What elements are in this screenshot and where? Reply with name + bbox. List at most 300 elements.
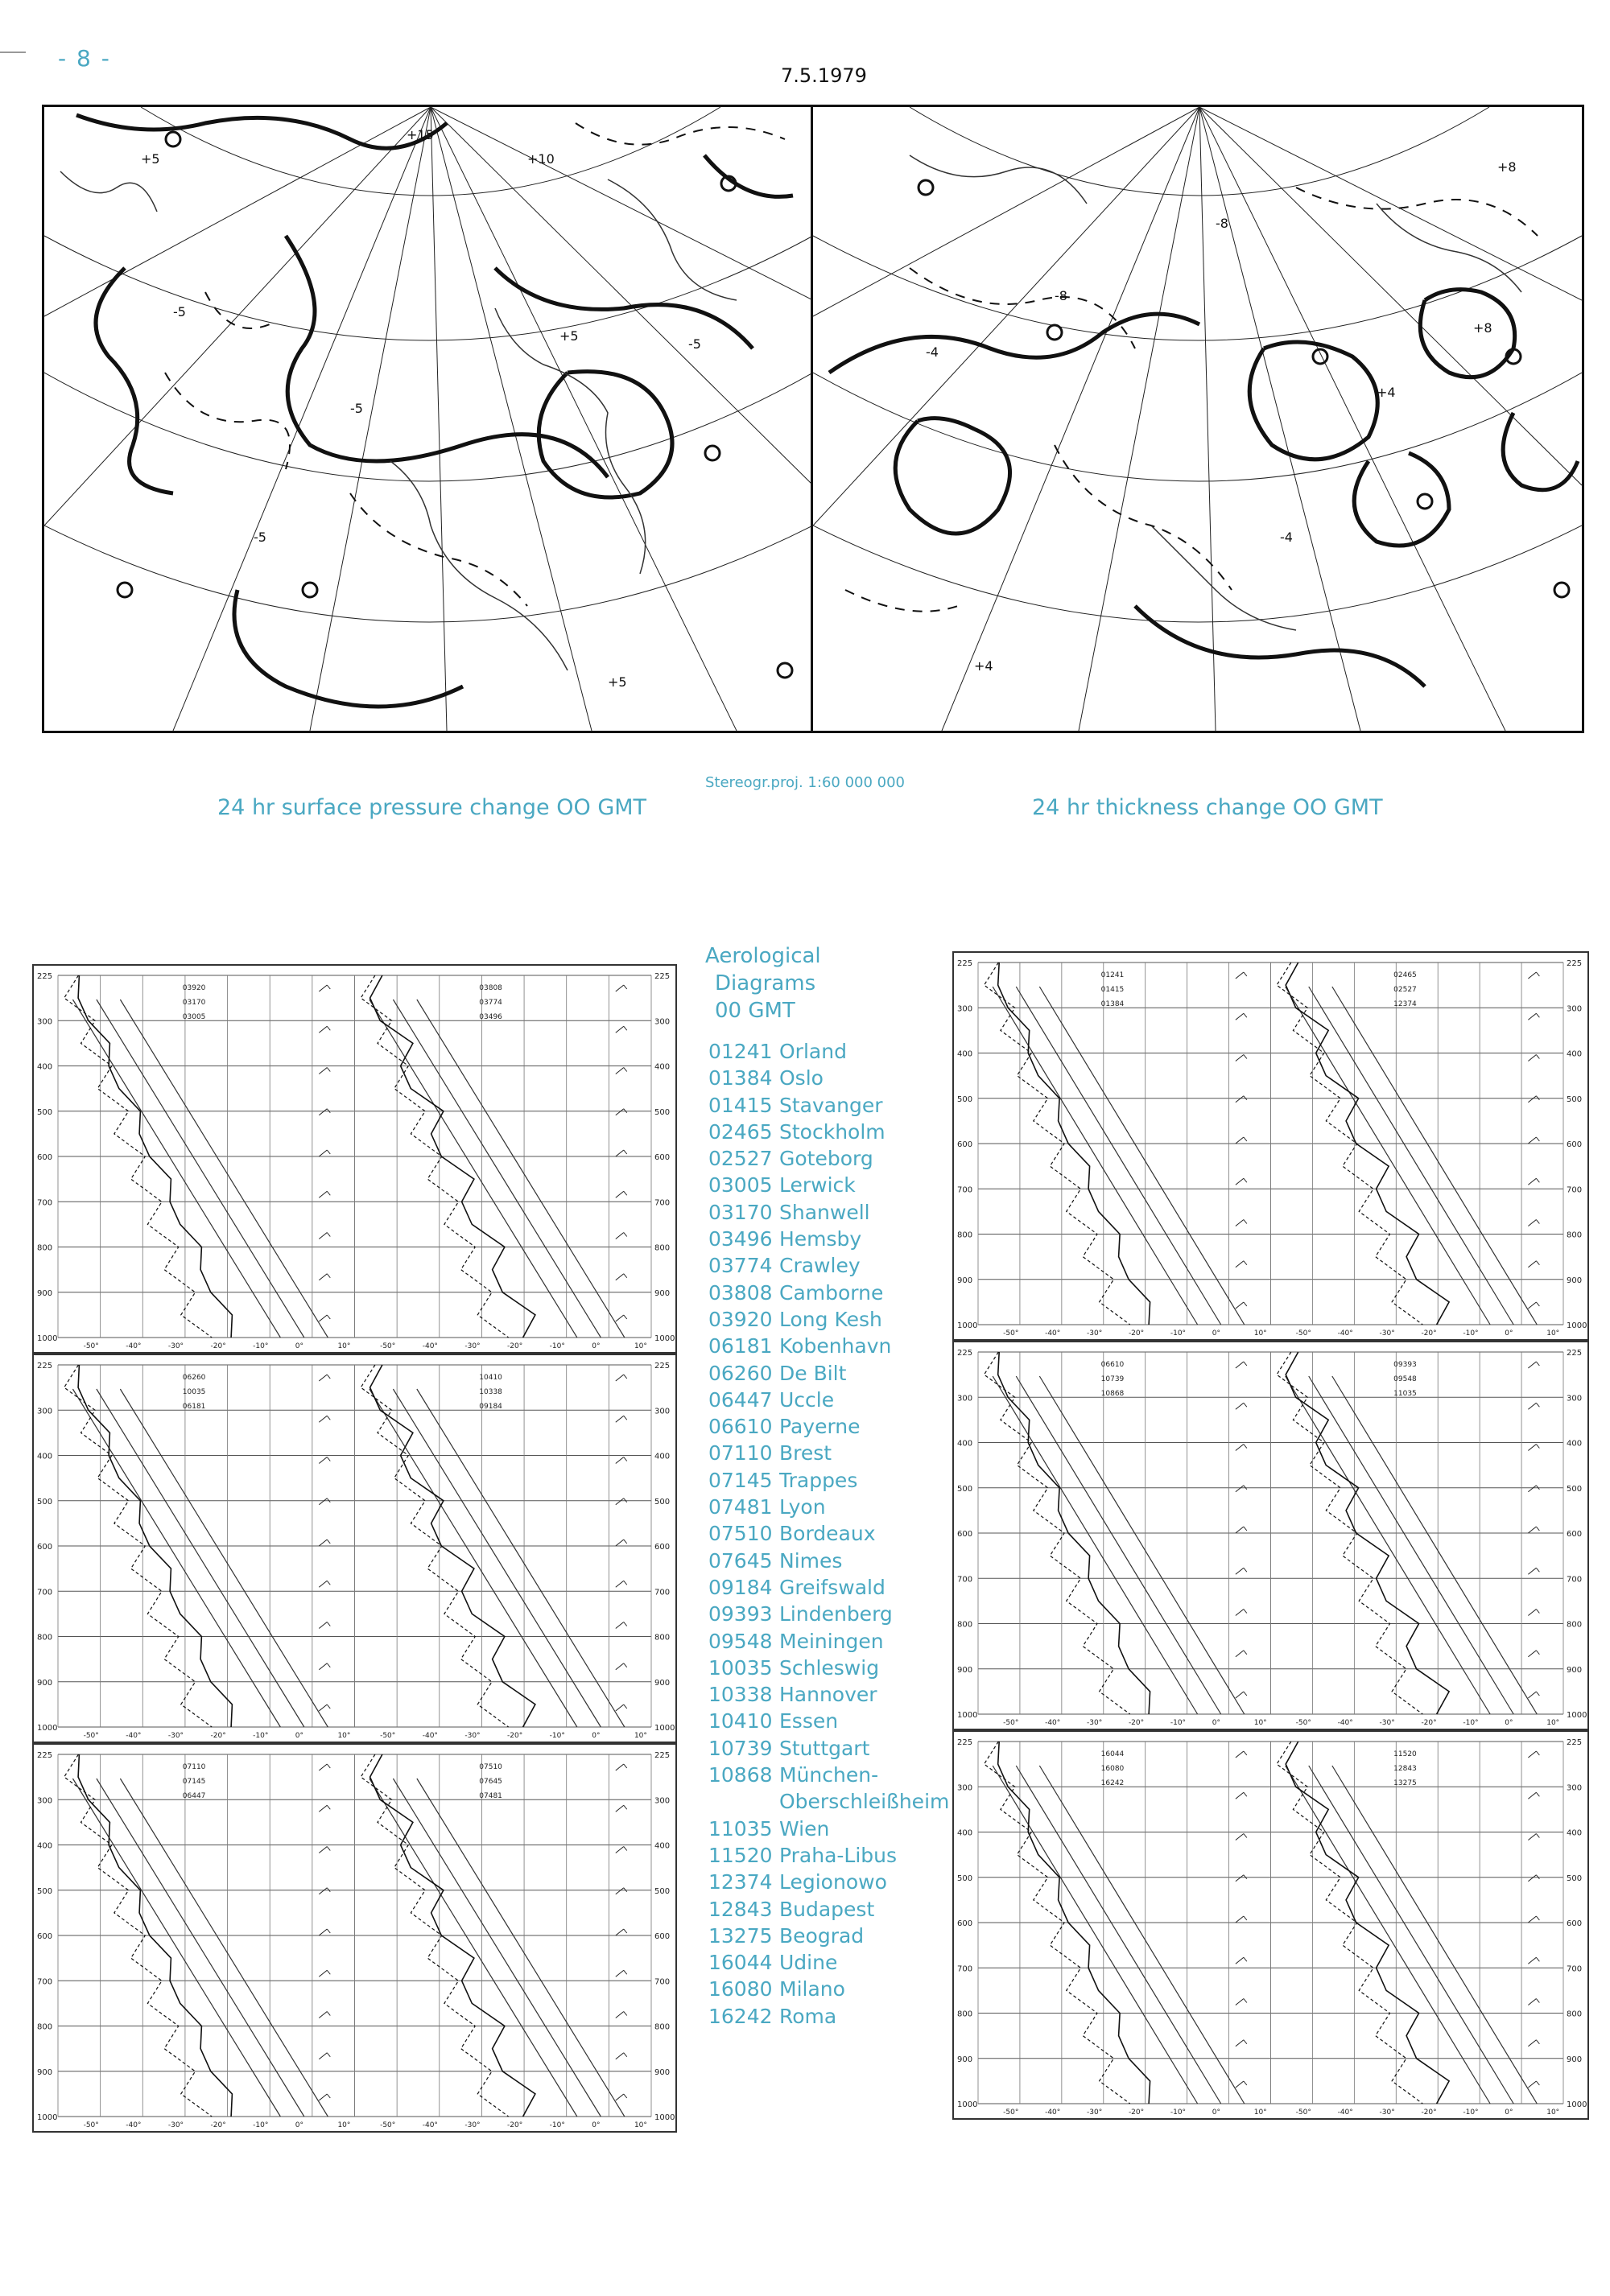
pressure-level-label: 600 bbox=[1567, 1140, 1583, 1149]
diagram-station-id: 13275 bbox=[1393, 1779, 1417, 1787]
svg-text:+4: +4 bbox=[1377, 385, 1396, 400]
aerological-diagram-drawing bbox=[34, 966, 675, 1352]
temperature-tick-label: -30° bbox=[464, 1342, 481, 1350]
temperature-tick-label: 10° bbox=[1546, 2108, 1560, 2117]
diagram-station-id: 07481 bbox=[479, 1792, 502, 1800]
temperature-tick-label: 0° bbox=[1212, 1719, 1221, 1727]
station-name: Wien bbox=[779, 1816, 830, 1841]
aerological-title-line2: Diagrams bbox=[715, 971, 816, 995]
temperature-tick-label: -20° bbox=[507, 1732, 523, 1740]
station-row bbox=[708, 1896, 949, 1923]
svg-text:-4: -4 bbox=[1280, 530, 1293, 545]
diagram-station-id: 09548 bbox=[1393, 1375, 1417, 1383]
svg-text:-5: -5 bbox=[173, 304, 186, 319]
pressure-level-label: 500 bbox=[957, 1873, 973, 1883]
svg-text:+5: +5 bbox=[559, 328, 579, 344]
station-code: 07510 bbox=[708, 1522, 773, 1546]
pressure-level-label: 300 bbox=[37, 1407, 53, 1416]
station-name: Udine bbox=[779, 1951, 838, 1975]
station-row bbox=[708, 1172, 949, 1198]
temperature-tick-label: 10° bbox=[1253, 1719, 1267, 1727]
svg-text:-5: -5 bbox=[254, 530, 266, 545]
temperature-tick-label: 10° bbox=[1546, 1719, 1560, 1727]
aerological-diagram bbox=[952, 1341, 1589, 1730]
pressure-level-label: 500 bbox=[37, 1107, 53, 1117]
svg-text:+5: +5 bbox=[608, 674, 627, 690]
pressure-level-label: 700 bbox=[1567, 1185, 1583, 1195]
svg-text:-5: -5 bbox=[350, 401, 363, 416]
pressure-level-label: 300 bbox=[37, 1017, 53, 1027]
station-code: 16242 bbox=[708, 2004, 773, 2028]
pressure-level-label: 900 bbox=[1567, 1665, 1583, 1675]
station-code: 13275 bbox=[708, 1923, 773, 1948]
station-row bbox=[708, 1038, 949, 1065]
station-code: 07481 bbox=[708, 1495, 773, 1519]
station-code: 02465 bbox=[708, 1119, 773, 1144]
pressure-level-label: 225 bbox=[654, 972, 671, 981]
temperature-tick-label: -40° bbox=[126, 2121, 142, 2129]
temperature-tick-label: -30° bbox=[167, 1732, 184, 1740]
pressure-level-label: 500 bbox=[654, 1107, 671, 1117]
svg-text:-5: -5 bbox=[688, 336, 701, 352]
pressure-level-label: 1000 bbox=[654, 2113, 675, 2122]
diagram-station-id: 07110 bbox=[182, 1763, 206, 1771]
diagram-station-id: 06260 bbox=[182, 1374, 206, 1382]
station-code: 09184 bbox=[708, 1575, 773, 1599]
temperature-tick-label: -10° bbox=[549, 1342, 565, 1350]
temperature-tick-label: -50° bbox=[83, 1342, 99, 1350]
pressure-level-label: 800 bbox=[957, 1230, 973, 1240]
station-row bbox=[708, 1199, 949, 1226]
station-name: Camborne bbox=[779, 1280, 884, 1305]
station-row bbox=[708, 1628, 949, 1655]
temperature-tick-label: -10° bbox=[253, 1342, 269, 1350]
station-name: Goteborg bbox=[779, 1147, 873, 1171]
station-name: Stuttgart bbox=[779, 1736, 870, 1760]
pressure-level-label: 400 bbox=[957, 1828, 973, 1838]
temperature-tick-label: 0° bbox=[1505, 2108, 1513, 2117]
pressure-level-label: 700 bbox=[654, 1977, 671, 1987]
temperature-tick-label: -10° bbox=[1463, 1719, 1479, 1727]
pressure-level-label: 225 bbox=[654, 1751, 671, 1760]
temperature-tick-label: -10° bbox=[1170, 2108, 1187, 2117]
station-code: 10739 bbox=[708, 1736, 773, 1760]
pressure-level-label: 600 bbox=[1567, 1530, 1583, 1539]
temperature-tick-label: 0° bbox=[1505, 1329, 1513, 1338]
station-code: 03170 bbox=[708, 1200, 773, 1224]
aerological-title-line3: 00 GMT bbox=[715, 998, 795, 1023]
projection-note: Stereogr.proj. 1:60 000 000 bbox=[705, 774, 906, 791]
pressure-level-label: 300 bbox=[37, 1796, 53, 1806]
temperature-tick-label: -30° bbox=[1379, 1329, 1395, 1338]
pressure-level-label: 900 bbox=[654, 1678, 671, 1688]
pressure-level-label: 1000 bbox=[37, 1334, 58, 1343]
pressure-level-label: 900 bbox=[37, 2067, 53, 2077]
tick-mark bbox=[0, 52, 26, 53]
diagram-station-id: 02527 bbox=[1393, 986, 1417, 994]
station-row bbox=[708, 1869, 949, 1895]
station-row bbox=[708, 1252, 949, 1279]
svg-text:-8: -8 bbox=[1055, 288, 1067, 303]
station-row bbox=[708, 1440, 949, 1466]
station-code: 03005 bbox=[708, 1173, 773, 1197]
station-row bbox=[708, 1494, 949, 1520]
diagram-station-id: 10035 bbox=[182, 1388, 206, 1396]
station-row bbox=[708, 1708, 949, 1734]
diagram-station-id: 11035 bbox=[1393, 1390, 1417, 1398]
diagram-station-id: 03496 bbox=[479, 1013, 502, 1021]
station-name: Shanwell bbox=[779, 1200, 870, 1224]
temperature-tick-label: 0° bbox=[592, 1342, 601, 1350]
station-row bbox=[708, 1387, 949, 1413]
svg-text:+4: +4 bbox=[974, 658, 993, 674]
temperature-tick-label: -50° bbox=[380, 2121, 396, 2129]
station-name: Budapest bbox=[779, 1897, 875, 1921]
station-code: 07145 bbox=[708, 1468, 773, 1492]
station-code: 06260 bbox=[708, 1361, 773, 1385]
pressure-level-label: 500 bbox=[654, 1886, 671, 1896]
temperature-tick-label: 10° bbox=[337, 2121, 351, 2129]
pressure-level-label: 800 bbox=[654, 2022, 671, 2032]
station-code: 03496 bbox=[708, 1227, 773, 1251]
station-name: Lindenberg bbox=[779, 1602, 893, 1626]
pressure-level-label: 225 bbox=[654, 1362, 671, 1371]
svg-text:+8: +8 bbox=[1473, 320, 1492, 336]
pressure-level-label: 900 bbox=[957, 1665, 973, 1675]
temperature-tick-label: -30° bbox=[1087, 1329, 1103, 1338]
station-name: Stavanger bbox=[779, 1093, 883, 1117]
station-row bbox=[708, 1788, 949, 1815]
pressure-level-label: 400 bbox=[37, 1841, 53, 1851]
pressure-level-label: 700 bbox=[654, 1588, 671, 1597]
thickness-change-map-drawing bbox=[813, 107, 1582, 731]
diagram-station-id: 06610 bbox=[1100, 1361, 1125, 1369]
station-row bbox=[708, 1520, 949, 1547]
temperature-tick-label: -10° bbox=[1463, 2108, 1479, 2117]
temperature-tick-label: -30° bbox=[1379, 2108, 1395, 2117]
station-name: Beograd bbox=[779, 1923, 865, 1948]
temperature-tick-label: -30° bbox=[167, 2121, 184, 2129]
pressure-level-label: 225 bbox=[957, 959, 973, 968]
temperature-tick-label: -50° bbox=[1003, 1329, 1019, 1338]
station-name: Praha-Libus bbox=[779, 1843, 898, 1867]
surface-pressure-map bbox=[42, 105, 815, 733]
pressure-level-label: 800 bbox=[654, 1243, 671, 1253]
pressure-level-label: 700 bbox=[957, 1185, 973, 1195]
pressure-level-label: 900 bbox=[37, 1678, 53, 1688]
diagram-station-id: 16044 bbox=[1100, 1750, 1125, 1758]
aerological-diagram-drawing bbox=[954, 1732, 1587, 2118]
pressure-level-label: 700 bbox=[1567, 1575, 1583, 1585]
diagram-station-id: 12374 bbox=[1393, 1000, 1417, 1008]
station-code: 12374 bbox=[708, 1870, 773, 1894]
station-code: 02527 bbox=[708, 1147, 773, 1171]
temperature-tick-label: -10° bbox=[253, 1732, 269, 1740]
station-code: 10868 bbox=[708, 1763, 773, 1787]
aerological-diagram bbox=[32, 1743, 677, 2133]
temperature-tick-label: -50° bbox=[380, 1732, 396, 1740]
pressure-level-label: 900 bbox=[1567, 1276, 1583, 1285]
temperature-tick-label: -40° bbox=[422, 1732, 438, 1740]
station-code bbox=[708, 1788, 779, 1815]
station-code: 01241 bbox=[708, 1040, 773, 1063]
temperature-tick-label: 0° bbox=[1212, 1329, 1221, 1338]
pressure-level-label: 800 bbox=[957, 2010, 973, 2019]
diagram-station-id: 02465 bbox=[1393, 971, 1417, 979]
page-date: 7.5.1979 bbox=[781, 64, 867, 87]
station-name: De Bilt bbox=[779, 1361, 847, 1385]
temperature-tick-label: -10° bbox=[549, 2121, 565, 2129]
station-code: 09548 bbox=[708, 1629, 773, 1653]
pressure-level-label: 300 bbox=[1567, 1394, 1583, 1404]
pressure-level-label: 800 bbox=[1567, 2010, 1583, 2019]
station-row bbox=[708, 1092, 949, 1119]
pressure-level-label: 225 bbox=[957, 1738, 973, 1747]
station-name: Crawley bbox=[779, 1254, 861, 1278]
station-code: 03774 bbox=[708, 1254, 773, 1278]
pressure-level-label: 300 bbox=[654, 1017, 671, 1027]
pressure-level-label: 600 bbox=[957, 1140, 973, 1149]
station-name: Lyon bbox=[779, 1495, 826, 1519]
station-row bbox=[708, 1280, 949, 1306]
temperature-tick-label: 10° bbox=[634, 2121, 647, 2129]
station-name: Oslo bbox=[779, 1066, 824, 1090]
pressure-level-label: 400 bbox=[1567, 1049, 1583, 1059]
diagram-station-id: 10338 bbox=[479, 1388, 502, 1396]
station-name: Brest bbox=[779, 1441, 832, 1465]
temperature-tick-label: 0° bbox=[592, 1732, 601, 1740]
temperature-tick-label: -10° bbox=[1170, 1719, 1187, 1727]
station-name: Kobenhavn bbox=[779, 1334, 892, 1358]
station-code: 11520 bbox=[708, 1843, 773, 1867]
aerological-diagram bbox=[32, 1354, 677, 1743]
temperature-tick-label: -50° bbox=[1295, 1719, 1311, 1727]
pressure-level-label: 1000 bbox=[1567, 1711, 1587, 1720]
station-code: 10338 bbox=[708, 1683, 773, 1707]
pressure-level-label: 400 bbox=[957, 1049, 973, 1059]
svg-text:+8: +8 bbox=[1497, 159, 1517, 175]
pressure-level-label: 1000 bbox=[654, 1724, 675, 1733]
diagram-station-id: 03774 bbox=[479, 999, 502, 1007]
station-row bbox=[708, 1065, 949, 1091]
diagram-station-id: 01415 bbox=[1100, 986, 1125, 994]
station-name: Long Kesh bbox=[779, 1307, 882, 1331]
pressure-level-label: 1000 bbox=[1567, 2100, 1587, 2109]
temperature-tick-label: -30° bbox=[464, 2121, 481, 2129]
temperature-tick-label: -50° bbox=[83, 2121, 99, 2129]
station-code: 09393 bbox=[708, 1602, 773, 1626]
station-name: München- bbox=[779, 1763, 879, 1787]
pressure-level-label: 500 bbox=[37, 1886, 53, 1896]
temperature-tick-label: 10° bbox=[634, 1732, 647, 1740]
pressure-level-label: 900 bbox=[1567, 2055, 1583, 2064]
pressure-level-label: 900 bbox=[957, 1276, 973, 1285]
aerological-diagram bbox=[952, 951, 1589, 1341]
station-name: Stockholm bbox=[779, 1119, 886, 1144]
pressure-level-label: 400 bbox=[957, 1439, 973, 1449]
pressure-level-label: 800 bbox=[37, 2022, 53, 2032]
temperature-tick-label: -40° bbox=[422, 1342, 438, 1350]
station-name: Lerwick bbox=[779, 1173, 856, 1197]
diagram-station-id: 12843 bbox=[1393, 1765, 1417, 1773]
station-row bbox=[708, 1306, 949, 1333]
station-row bbox=[708, 1842, 949, 1869]
pressure-level-label: 400 bbox=[654, 1452, 671, 1461]
diagram-station-id: 06181 bbox=[182, 1403, 206, 1411]
station-name: Legionowo bbox=[779, 1870, 887, 1894]
pressure-level-label: 700 bbox=[37, 1588, 53, 1597]
station-code: 11035 bbox=[708, 1816, 773, 1841]
diagram-station-id: 03005 bbox=[182, 1013, 206, 1021]
pressure-level-label: 700 bbox=[37, 1977, 53, 1987]
left-map-caption: 24 hr surface pressure change OO GMT bbox=[217, 795, 647, 820]
station-name: Essen bbox=[779, 1709, 839, 1733]
diagram-station-id: 07145 bbox=[182, 1778, 206, 1786]
station-code: 06610 bbox=[708, 1415, 773, 1439]
temperature-tick-label: -20° bbox=[507, 2121, 523, 2129]
temperature-tick-label: 0° bbox=[1212, 2108, 1221, 2117]
temperature-tick-label: -50° bbox=[1003, 1719, 1019, 1727]
pressure-level-label: 600 bbox=[654, 1932, 671, 1941]
temperature-tick-label: -50° bbox=[1295, 2108, 1311, 2117]
diagram-station-id: 09393 bbox=[1393, 1361, 1417, 1369]
pressure-level-label: 225 bbox=[1567, 959, 1583, 968]
pressure-level-label: 1000 bbox=[654, 1334, 675, 1343]
pressure-level-label: 900 bbox=[957, 2055, 973, 2064]
pressure-level-label: 600 bbox=[1567, 1919, 1583, 1928]
svg-text:+10: +10 bbox=[527, 151, 555, 167]
thickness-change-map bbox=[811, 105, 1584, 733]
station-name: Hannover bbox=[779, 1683, 877, 1707]
pressure-level-label: 700 bbox=[957, 1575, 973, 1585]
pressure-level-label: 700 bbox=[957, 1964, 973, 1974]
station-code: 01415 bbox=[708, 1093, 773, 1117]
pressure-level-label: 500 bbox=[1567, 1873, 1583, 1883]
station-code: 01384 bbox=[708, 1066, 773, 1090]
temperature-tick-label: -20° bbox=[1128, 1329, 1145, 1338]
temperature-tick-label: 0° bbox=[592, 2121, 601, 2129]
station-code: 03920 bbox=[708, 1307, 773, 1331]
pressure-level-label: 700 bbox=[1567, 1964, 1583, 1974]
temperature-tick-label: -10° bbox=[1170, 1329, 1187, 1338]
diagram-station-id: 16242 bbox=[1100, 1779, 1125, 1787]
station-name: Uccle bbox=[779, 1387, 835, 1412]
diagram-station-id: 03920 bbox=[182, 984, 206, 992]
temperature-tick-label: 10° bbox=[1546, 1329, 1560, 1338]
station-row bbox=[708, 1762, 949, 1788]
station-row bbox=[708, 1681, 949, 1708]
pressure-level-label: 300 bbox=[957, 1783, 973, 1793]
station-row bbox=[708, 1655, 949, 1681]
station-code: 06181 bbox=[708, 1334, 773, 1358]
temperature-tick-label: -30° bbox=[1087, 1719, 1103, 1727]
diagram-station-id: 07510 bbox=[479, 1763, 502, 1771]
station-row bbox=[708, 1574, 949, 1601]
station-row bbox=[708, 1976, 949, 2002]
temperature-tick-label: -30° bbox=[1087, 2108, 1103, 2117]
aerological-diagram-drawing bbox=[34, 1745, 675, 2131]
temperature-tick-label: -40° bbox=[1045, 1329, 1061, 1338]
pressure-level-label: 400 bbox=[654, 1841, 671, 1851]
pressure-level-label: 225 bbox=[957, 1349, 973, 1358]
station-row bbox=[708, 1601, 949, 1627]
pressure-level-label: 1000 bbox=[1567, 1321, 1587, 1330]
pressure-level-label: 300 bbox=[957, 1004, 973, 1014]
station-code: 16044 bbox=[708, 1951, 773, 1975]
station-name: Bordeaux bbox=[779, 1522, 876, 1546]
surface-pressure-map-drawing bbox=[44, 107, 813, 731]
pressure-level-label: 600 bbox=[37, 1543, 53, 1552]
pressure-level-label: 600 bbox=[957, 1919, 973, 1928]
pressure-level-label: 400 bbox=[37, 1062, 53, 1072]
station-code: 06447 bbox=[708, 1387, 773, 1412]
temperature-tick-label: 10° bbox=[1253, 1329, 1267, 1338]
aerological-diagram-drawing bbox=[34, 1355, 675, 1742]
svg-text:-8: -8 bbox=[1216, 216, 1228, 231]
temperature-tick-label: 0° bbox=[295, 2121, 304, 2129]
pressure-level-label: 600 bbox=[654, 1543, 671, 1552]
pressure-level-label: 800 bbox=[1567, 1230, 1583, 1240]
diagram-station-id: 06447 bbox=[182, 1792, 206, 1800]
station-name: Schleswig bbox=[779, 1655, 880, 1680]
diagram-station-id: 11520 bbox=[1393, 1750, 1417, 1758]
pressure-level-label: 400 bbox=[1567, 1439, 1583, 1449]
pressure-level-label: 800 bbox=[957, 1620, 973, 1630]
pressure-level-label: 400 bbox=[1567, 1828, 1583, 1838]
station-code: 03808 bbox=[708, 1280, 773, 1305]
temperature-tick-label: 10° bbox=[337, 1342, 351, 1350]
temperature-tick-label: -50° bbox=[83, 1732, 99, 1740]
station-list bbox=[708, 1038, 949, 2030]
diagram-station-id: 07645 bbox=[479, 1778, 502, 1786]
pressure-level-label: 600 bbox=[957, 1530, 973, 1539]
station-name: Hemsby bbox=[779, 1227, 862, 1251]
pressure-level-label: 225 bbox=[37, 1362, 53, 1371]
station-row bbox=[708, 2003, 949, 2030]
temperature-tick-label: -20° bbox=[507, 1342, 523, 1350]
station-code: 07110 bbox=[708, 1441, 773, 1465]
pressure-level-label: 700 bbox=[654, 1198, 671, 1208]
pressure-level-label: 500 bbox=[1567, 1094, 1583, 1104]
temperature-tick-label: -20° bbox=[210, 1732, 226, 1740]
station-row bbox=[708, 1949, 949, 1976]
station-name: Roma bbox=[779, 2004, 837, 2028]
pressure-level-label: 900 bbox=[37, 1288, 53, 1298]
pressure-level-label: 300 bbox=[654, 1407, 671, 1416]
temperature-tick-label: -10° bbox=[253, 2121, 269, 2129]
station-name: Payerne bbox=[779, 1415, 861, 1439]
pressure-level-label: 1000 bbox=[957, 2100, 978, 2109]
station-name: Oberschleißheim bbox=[779, 1790, 950, 1814]
temperature-tick-label: 10° bbox=[634, 1342, 647, 1350]
pressure-level-label: 225 bbox=[37, 972, 53, 981]
pressure-level-label: 300 bbox=[1567, 1783, 1583, 1793]
pressure-level-label: 800 bbox=[37, 1243, 53, 1253]
pressure-level-label: 300 bbox=[654, 1796, 671, 1806]
pressure-level-label: 900 bbox=[654, 2067, 671, 2077]
station-name: Milano bbox=[779, 1977, 845, 2001]
pressure-level-label: 500 bbox=[957, 1094, 973, 1104]
pressure-level-label: 1000 bbox=[37, 2113, 58, 2122]
pressure-level-label: 225 bbox=[37, 1751, 53, 1760]
temperature-tick-label: 10° bbox=[1253, 2108, 1267, 2117]
temperature-tick-label: -50° bbox=[1295, 1329, 1311, 1338]
temperature-tick-label: 0° bbox=[295, 1342, 304, 1350]
temperature-tick-label: -50° bbox=[380, 1342, 396, 1350]
station-row bbox=[708, 1816, 949, 1842]
station-row bbox=[708, 1333, 949, 1359]
aerological-diagram-drawing bbox=[954, 1342, 1587, 1729]
